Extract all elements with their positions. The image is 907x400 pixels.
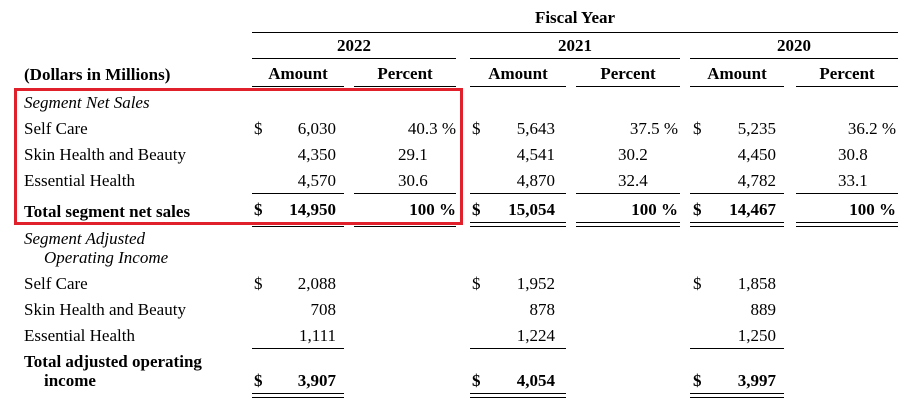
dollar-sign: $ <box>254 274 263 293</box>
double-rule <box>470 393 566 398</box>
col-amount-2020: Amount <box>707 64 767 83</box>
double-rule <box>576 222 680 227</box>
col-rule <box>690 86 784 87</box>
amount-cell: 1,858 <box>737 274 776 293</box>
segment-net-sales-heading: Segment Net Sales <box>24 93 150 112</box>
col-amount-2021: Amount <box>488 64 548 83</box>
year-2020: 2020 <box>777 36 811 55</box>
col-percent-2020: Percent <box>819 64 875 83</box>
percent-cell: 32.4 <box>618 171 648 190</box>
total-row-label: Total segment net sales <box>24 202 191 221</box>
col-rule <box>576 86 680 87</box>
col-rule <box>796 86 898 87</box>
header-rule <box>252 32 898 33</box>
col-rule <box>354 86 456 87</box>
amount-cell: 1,111 <box>299 326 336 345</box>
double-rule <box>690 393 784 398</box>
dollar-sign: $ <box>254 200 263 219</box>
percent-cell: 29.1 <box>398 145 428 164</box>
row-label: Essential Health <box>24 171 135 190</box>
percent-cell: 30.8 <box>838 145 868 164</box>
subtotal-rule <box>690 193 784 194</box>
col-rule <box>252 86 344 87</box>
total-amount: 14,467 <box>729 200 776 219</box>
amount-cell: 5,235 <box>737 119 776 138</box>
subtotal-rule <box>796 193 898 194</box>
subtotal-rule <box>470 193 566 194</box>
dollar-sign: $ <box>472 371 481 390</box>
percent-cell: 40.3 % <box>407 119 456 138</box>
year-2021: 2021 <box>558 36 592 55</box>
amount-cell: 4,450 <box>737 145 776 164</box>
units-label: (Dollars in Millions) <box>24 65 171 84</box>
col-percent-2022: Percent <box>377 64 433 83</box>
subtotal-rule <box>470 348 566 349</box>
dollar-sign: $ <box>254 119 263 138</box>
total-percent: 100 % <box>631 200 678 219</box>
double-rule <box>796 222 898 227</box>
year-rule-2022 <box>252 58 456 59</box>
percent-cell: 30.6 <box>398 171 428 190</box>
dollar-sign: $ <box>254 371 263 390</box>
dollar-sign: $ <box>693 200 702 219</box>
total-percent: 100 % <box>409 200 456 219</box>
amount-cell: 1,250 <box>737 326 776 345</box>
amount-cell: 5,643 <box>516 119 555 138</box>
col-percent-2021: Percent <box>600 64 656 83</box>
amount-cell: 4,782 <box>737 171 776 190</box>
adj-income-heading: Segment Adjusted <box>24 229 146 248</box>
amount-cell: 1,224 <box>516 326 555 345</box>
dollar-sign: $ <box>693 119 702 138</box>
dollar-sign: $ <box>693 274 702 293</box>
row-label: Self Care <box>24 274 88 293</box>
highlight-box <box>14 88 463 225</box>
dollar-sign: $ <box>472 274 481 293</box>
total-amount: 15,054 <box>508 200 555 219</box>
total-adj-label: Total adjusted operating <box>24 352 202 371</box>
subtotal-rule <box>690 348 784 349</box>
percent-cell: 33.1 <box>838 171 868 190</box>
year-2022: 2022 <box>337 36 371 55</box>
amount-cell: 6,030 <box>297 119 336 138</box>
amount-cell: 2,088 <box>297 274 336 293</box>
amount-cell: 4,870 <box>516 171 555 190</box>
row-label: Essential Health <box>24 326 135 345</box>
total-amount: 4,054 <box>516 371 555 390</box>
amount-cell: 708 <box>310 300 336 319</box>
amount-cell: 889 <box>750 300 776 319</box>
percent-cell: 36.2 % <box>847 119 896 138</box>
percent-cell: 37.5 % <box>629 119 678 138</box>
double-rule <box>470 222 566 227</box>
fiscal-year-header: Fiscal Year <box>534 8 616 27</box>
dollar-sign: $ <box>472 200 481 219</box>
amount-cell: 4,350 <box>297 145 336 164</box>
total-amount: 3,997 <box>737 371 776 390</box>
total-percent: 100 % <box>849 200 896 219</box>
total-adj-label-cont: income <box>44 371 96 390</box>
year-rule-2020 <box>690 58 898 59</box>
total-amount: 3,907 <box>297 371 336 390</box>
subtotal-rule <box>252 348 344 349</box>
adj-income-heading-cont: Operating Income <box>44 248 169 267</box>
row-label: Skin Health and Beauty <box>24 145 186 164</box>
amount-cell: 4,541 <box>516 145 555 164</box>
amount-cell: 1,952 <box>516 274 555 293</box>
percent-cell: 30.2 <box>618 145 648 164</box>
amount-cell: 4,570 <box>297 171 336 190</box>
subtotal-rule <box>576 193 680 194</box>
row-label: Skin Health and Beauty <box>24 300 186 319</box>
double-rule <box>690 222 784 227</box>
row-label: Self Care <box>24 119 88 138</box>
total-amount: 14,950 <box>289 200 336 219</box>
col-amount-2022: Amount <box>268 64 328 83</box>
dollar-sign: $ <box>472 119 481 138</box>
dollar-sign: $ <box>693 371 702 390</box>
year-rule-2021 <box>470 58 680 59</box>
double-rule <box>252 393 344 398</box>
amount-cell: 878 <box>529 300 555 319</box>
col-rule <box>470 86 566 87</box>
